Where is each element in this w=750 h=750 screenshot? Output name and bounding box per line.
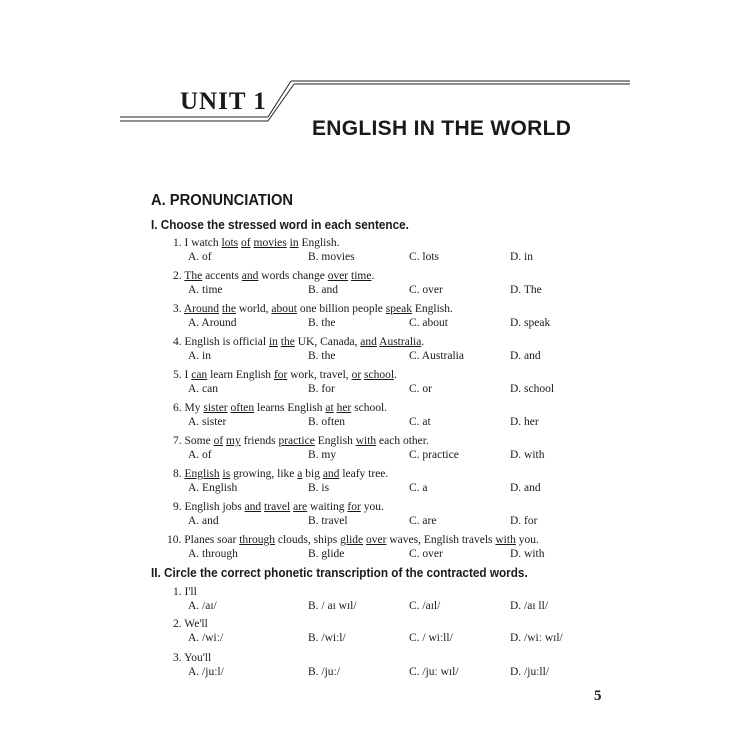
sentence-text: UK, Canada,: [294, 336, 361, 348]
contracted-word: 3. You'll: [173, 652, 212, 664]
question-sentence: [173, 336, 424, 348]
underlined-word: lots: [221, 237, 239, 249]
page-number: 5: [594, 688, 602, 704]
underlined-word: is: [222, 468, 231, 480]
sentence-text: work, travel,: [287, 369, 352, 381]
sentence-text: waves, English travels: [386, 534, 496, 546]
answer-option[interactable]: B. is: [308, 482, 330, 494]
sentence-text: Planes soar: [184, 534, 240, 546]
answer-option[interactable]: A. can: [188, 383, 219, 395]
underlined-word: Australia: [379, 336, 422, 348]
instruction-part-1: I. Choose the stressed word in each sentence.: [151, 218, 409, 232]
sentence-text: big: [302, 468, 323, 480]
question-number: 8.: [173, 468, 185, 480]
underlined-word: practice: [278, 435, 315, 447]
underlined-word: for: [347, 501, 361, 513]
section-heading: A. PRONUNCIATION: [151, 192, 294, 209]
underlined-word: with: [355, 435, 377, 447]
sentence-text: English jobs: [184, 501, 245, 513]
sentence-text: you.: [515, 534, 539, 546]
answer-option[interactable]: B. the: [308, 317, 336, 329]
underlined-word: with: [495, 534, 516, 546]
phonetic-option[interactable]: A. /juːl/: [188, 666, 224, 678]
unit-title: UNIT 1: [180, 88, 267, 115]
question-number: 3.: [173, 303, 184, 315]
underlined-word: and: [322, 468, 340, 480]
answer-option[interactable]: B. movies: [308, 251, 355, 263]
answer-option[interactable]: A. through: [188, 548, 238, 560]
underlined-word: movies: [253, 237, 287, 249]
question-number: 7.: [173, 435, 185, 447]
question-sentence: [173, 303, 453, 315]
answer-option[interactable]: C. over: [409, 548, 443, 560]
question-number: 6.: [173, 402, 185, 414]
sentence-text: accents: [202, 270, 242, 282]
underlined-word: can: [191, 369, 208, 381]
underlined-word: time: [351, 270, 372, 282]
underlined-word: my: [226, 435, 241, 447]
answer-option[interactable]: D. and: [510, 482, 541, 494]
sentence-text: My: [184, 402, 204, 414]
answer-option[interactable]: C. practice: [409, 449, 459, 461]
phonetic-option[interactable]: C. /aɪl/: [409, 600, 441, 612]
underlined-word: over: [327, 270, 349, 282]
answer-option[interactable]: A. and: [188, 515, 219, 527]
question-number: 9.: [173, 501, 185, 513]
underlined-word: a: [297, 468, 303, 480]
answer-option[interactable]: C. about: [409, 317, 448, 329]
sentence-text: learn English: [207, 369, 274, 381]
answer-option[interactable]: B. and: [308, 284, 339, 296]
contracted-word: 2. We'll: [173, 618, 208, 630]
underlined-word: in: [289, 237, 299, 249]
sentence-text: waiting: [307, 501, 348, 513]
answer-option[interactable]: C. Australia: [409, 350, 464, 362]
sentence-text: I: [184, 369, 192, 381]
answer-option[interactable]: D. with: [510, 548, 545, 560]
sentence-text: growing, like: [230, 468, 298, 480]
underlined-word: speak: [385, 303, 412, 315]
sentence-text: you.: [360, 501, 384, 513]
answer-option[interactable]: D. in: [510, 251, 533, 263]
question-sentence: [173, 270, 374, 282]
underlined-word: English: [184, 468, 220, 480]
sentence-text: English.: [411, 303, 453, 315]
underlined-word: at: [325, 402, 334, 414]
sentence-text: words change: [258, 270, 328, 282]
sentence-text: Some: [184, 435, 214, 447]
underlined-word: often: [230, 402, 255, 414]
answer-option[interactable]: D. for: [510, 515, 538, 527]
sentence-text: school.: [351, 402, 388, 414]
phonetic-option[interactable]: B. /wiːl/: [308, 632, 346, 644]
sentence-text: world,: [235, 303, 272, 315]
underlined-word: of: [213, 435, 224, 447]
underlined-word: her: [336, 402, 352, 414]
underlined-word: over: [366, 534, 387, 546]
page-title: ENGLISH IN THE WORLD: [312, 117, 572, 140]
underlined-word: The: [184, 270, 203, 282]
question-number: 1.: [173, 237, 185, 249]
question-number: 10.: [167, 534, 185, 546]
underlined-word: travel: [264, 501, 291, 513]
answer-option[interactable]: A. in: [188, 350, 211, 362]
phonetic-option[interactable]: D. /aɪ ll/: [510, 600, 549, 612]
underlined-word: through: [239, 534, 275, 546]
underlined-word: school: [364, 369, 395, 381]
sentence-text: clouds, ships: [274, 534, 341, 546]
answer-option[interactable]: D. The: [510, 284, 542, 296]
answer-option[interactable]: D. speak: [510, 317, 551, 329]
underlined-word: about: [271, 303, 297, 315]
contracted-word: 1. I'll: [173, 586, 197, 598]
question-sentence: [173, 237, 339, 249]
answer-option[interactable]: B. travel: [308, 515, 348, 527]
question-sentence: [173, 435, 429, 447]
underlined-word: in: [268, 336, 278, 348]
answer-option[interactable]: B. often: [308, 416, 346, 428]
sentence-text: English is official: [184, 336, 269, 348]
answer-option[interactable]: C. lots: [409, 251, 440, 263]
underlined-word: the: [221, 303, 236, 315]
sentence-text: leafy tree.: [339, 468, 389, 480]
answer-option[interactable]: C. are: [409, 515, 437, 527]
answer-option[interactable]: A. English: [188, 482, 238, 494]
answer-option[interactable]: B. the: [308, 350, 336, 362]
sentence-text: learns English: [254, 402, 326, 414]
phonetic-option[interactable]: D. /wiː wɪl/: [510, 632, 563, 644]
underlined-word: or: [351, 369, 362, 381]
underlined-word: and: [241, 270, 259, 282]
sentence-text: friends: [240, 435, 279, 447]
question-sentence: [173, 501, 384, 513]
question-sentence: [167, 534, 539, 546]
answer-option[interactable]: D. school: [510, 383, 555, 395]
answer-option[interactable]: B. for: [308, 383, 335, 395]
answer-option[interactable]: A. Around: [188, 317, 237, 329]
question-number: 2.: [173, 270, 185, 282]
answer-option[interactable]: D. and: [510, 350, 541, 362]
answer-option[interactable]: C. or: [409, 383, 432, 395]
question-number: 4.: [173, 336, 185, 348]
underlined-word: the: [280, 336, 295, 348]
phonetic-option[interactable]: C. / wiːll/: [409, 632, 453, 644]
sentence-text: .: [394, 369, 397, 381]
underlined-word: sister: [203, 402, 228, 414]
phonetic-option[interactable]: C. /juː wɪl/: [409, 666, 459, 678]
sentence-text: .: [421, 336, 425, 348]
phonetic-option[interactable]: A. /wiː/: [188, 632, 224, 644]
underlined-word: and: [244, 501, 262, 513]
answer-option[interactable]: C. over: [409, 284, 443, 296]
underlined-word: of: [241, 237, 251, 249]
underlined-word: for: [273, 369, 288, 381]
answer-option[interactable]: B. my: [308, 449, 337, 461]
sentence-text: one billion people: [296, 303, 386, 315]
underlined-word: glide: [340, 534, 364, 546]
underlined-word: Around: [183, 303, 220, 315]
answer-option[interactable]: C. a: [409, 482, 428, 494]
phonetic-option[interactable]: A. /aɪ/: [188, 600, 217, 612]
underlined-word: are: [293, 501, 308, 513]
phonetic-option[interactable]: D. /juːll/: [510, 666, 549, 678]
answer-option[interactable]: A. of: [188, 449, 212, 461]
answer-option[interactable]: B. glide: [308, 548, 345, 560]
answer-option[interactable]: D. her: [510, 416, 539, 428]
phonetic-option[interactable]: B. /juː/: [308, 666, 340, 678]
answer-option[interactable]: C. at: [409, 416, 431, 428]
answer-option[interactable]: A. of: [188, 251, 212, 263]
answer-option[interactable]: A. time: [188, 284, 223, 296]
sentence-text: English.: [298, 237, 340, 249]
question-sentence: [173, 369, 397, 381]
answer-option[interactable]: D. with: [510, 449, 545, 461]
sentence-text: .: [371, 270, 375, 282]
sentence-text: English: [314, 435, 356, 447]
question-number: 5.: [173, 369, 185, 381]
underlined-word: and: [360, 336, 377, 348]
answer-option[interactable]: A. sister: [188, 416, 227, 428]
question-sentence: [173, 402, 387, 414]
question-sentence: [173, 468, 388, 480]
instruction-part-2: II. Circle the correct phonetic transcription of the contracted words.: [151, 566, 528, 580]
sentence-text: each other.: [376, 435, 429, 447]
phonetic-option[interactable]: B. / aɪ wɪl/: [308, 600, 357, 612]
sentence-text: I watch: [184, 237, 222, 249]
